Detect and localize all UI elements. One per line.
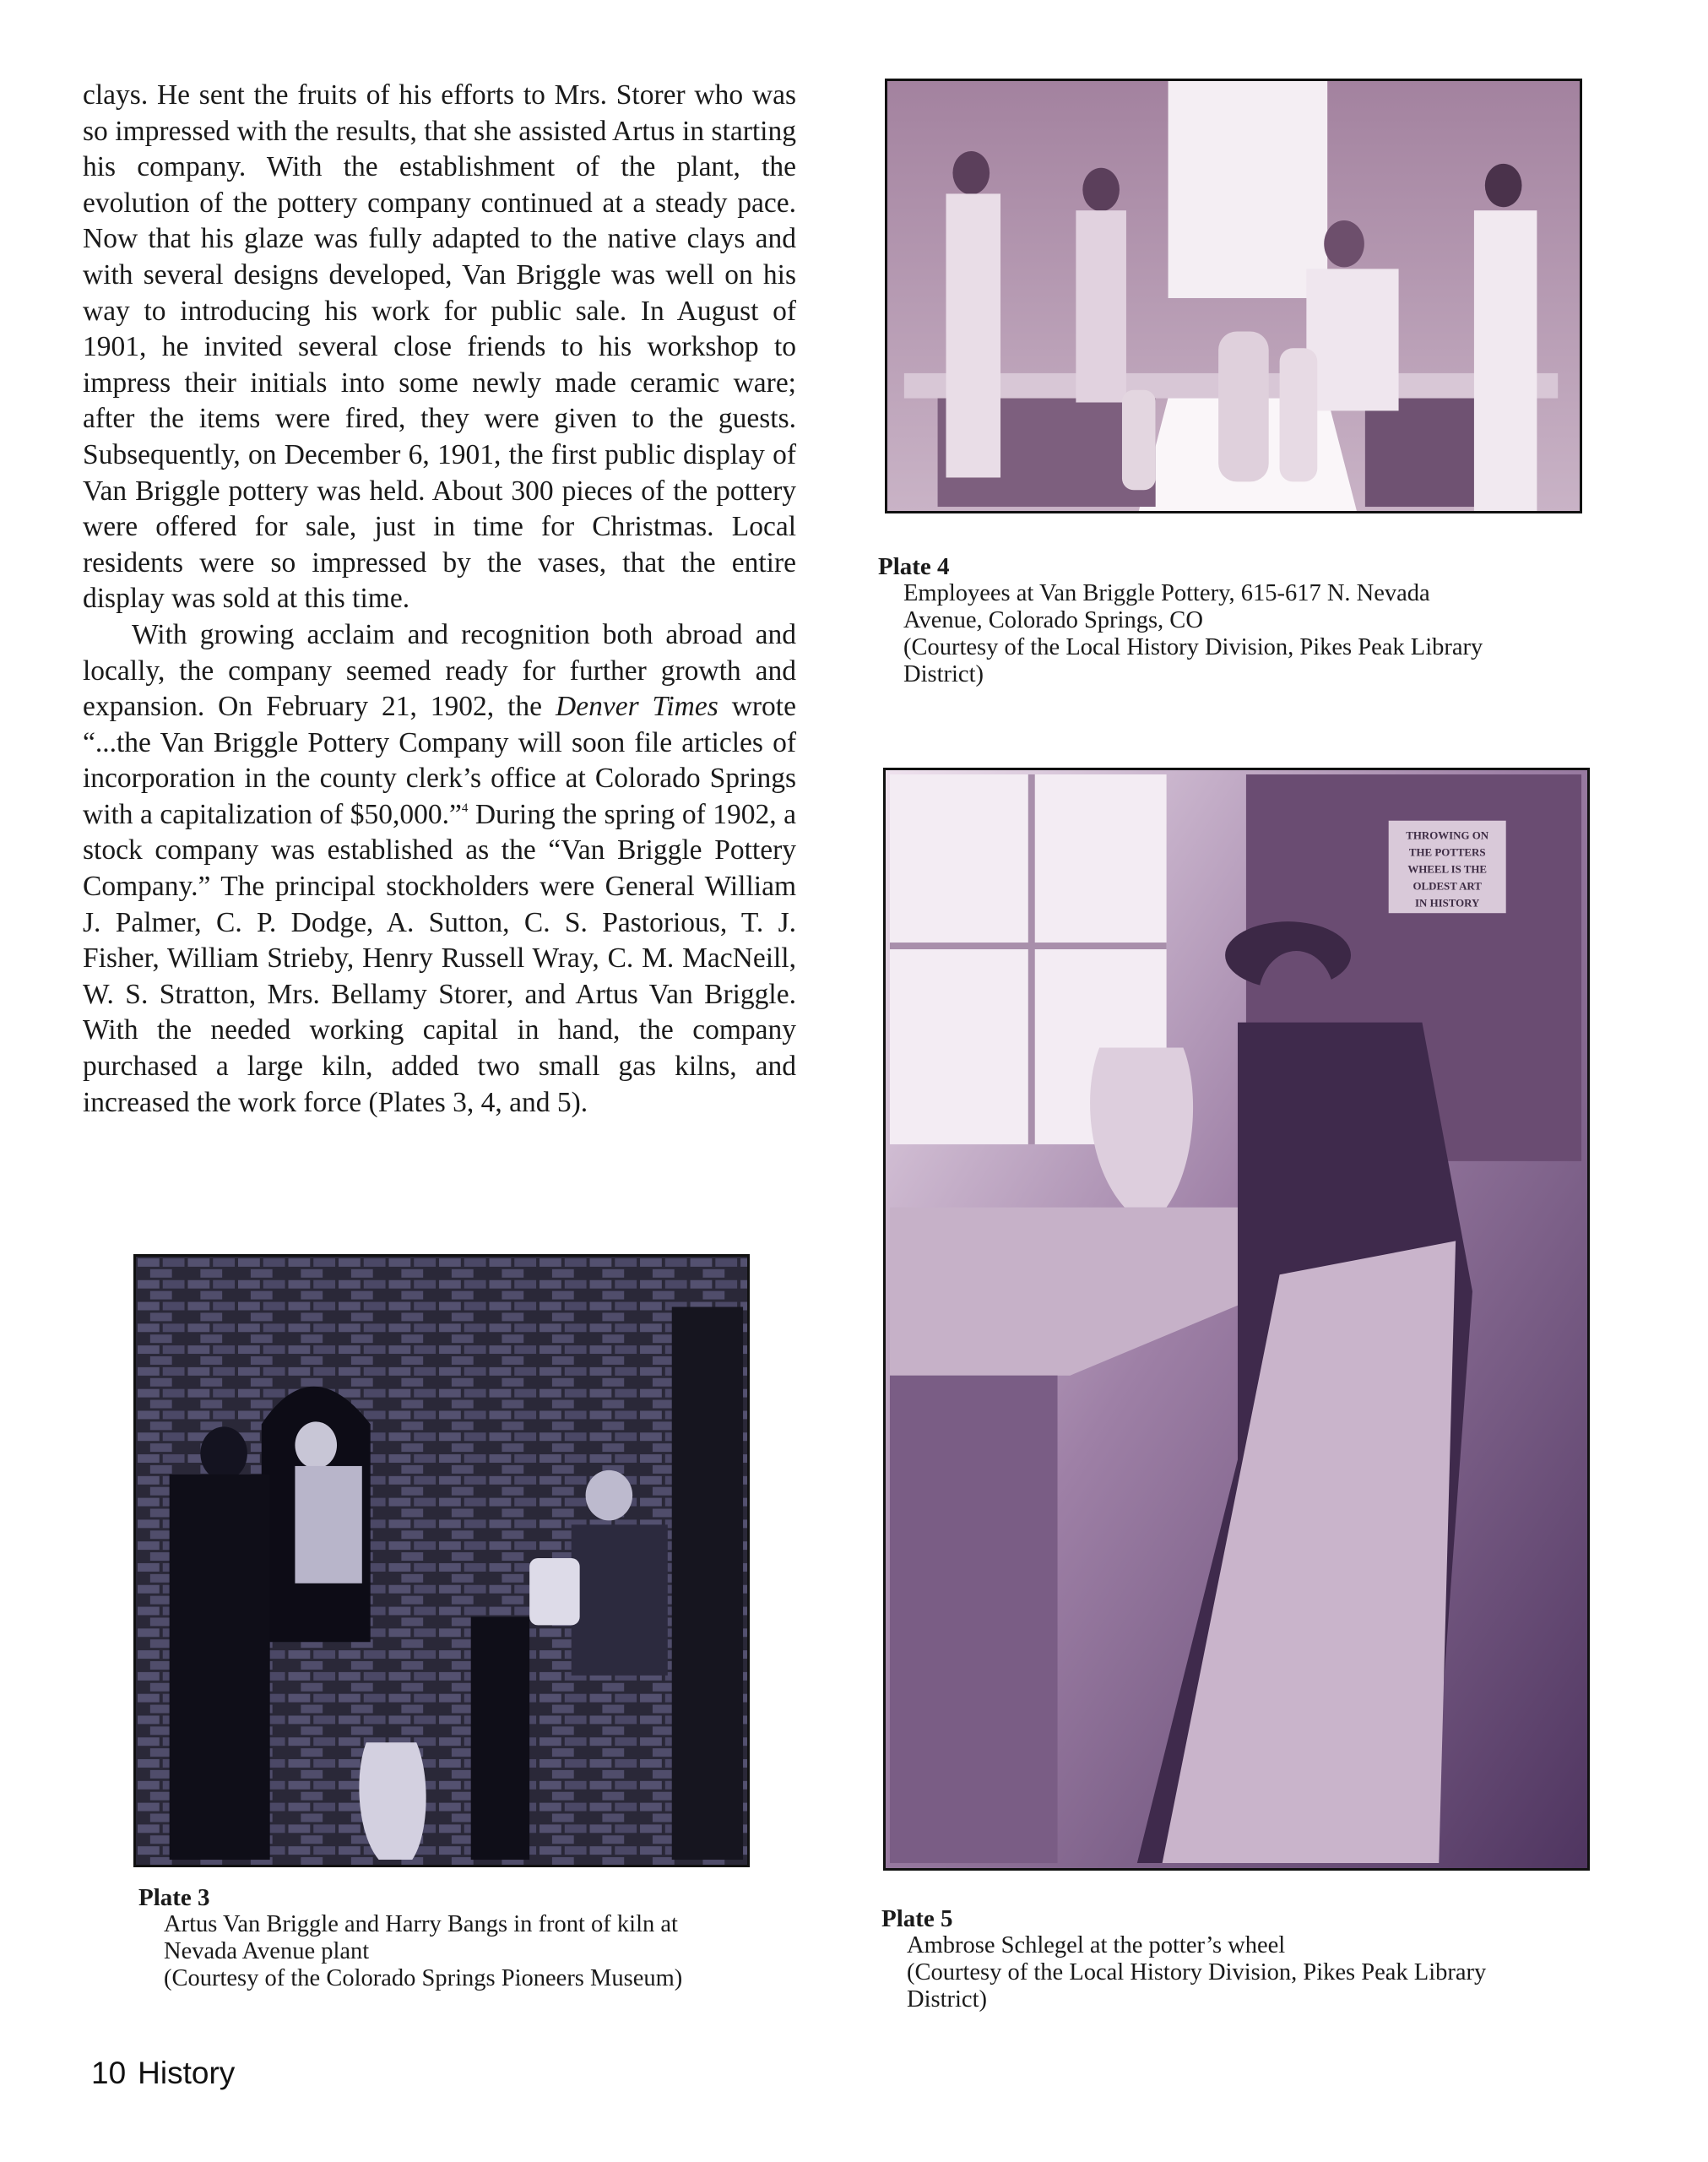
plate-3-caption-line: Artus Van Briggle and Harry Bangs in front of kiln at (164, 1911, 678, 1937)
plate-4-caption-line: Employees at Van Briggle Pottery, 615-617 N. Nevada (903, 580, 1430, 606)
page-number: 10 (91, 2056, 127, 2090)
plate-3-photo (133, 1254, 750, 1867)
plate-3-caption-line: (Courtesy of the Colorado Springs Pioneers Museum) (164, 1965, 683, 1991)
paragraph-2-text-a: With growing acclaim and recognition both abroad and locally, the company seemed ready for further growth and expansion. On February 21, 1902, the (83, 618, 796, 723)
body-text-column (83, 78, 796, 1121)
page-footer (91, 2056, 235, 2091)
plate-3-image (136, 1257, 747, 1865)
plate-4-image (887, 81, 1580, 511)
plate-5-photo (883, 768, 1590, 1871)
plate-3-label: Plate 3 (138, 1884, 210, 1911)
publication-title: Denver Times (556, 691, 718, 723)
plate-4-caption (878, 553, 1621, 688)
plate-4-caption-line: District) (903, 661, 984, 687)
sign-line: THE POTTERS (1408, 845, 1486, 859)
plate-5-caption-line: Ambrose Schlegel at the potter’s wheel (907, 1932, 1286, 1958)
footnote-marker: 4 (461, 801, 469, 815)
plate-4-caption-line: Avenue, Colorado Springs, CO (903, 607, 1203, 633)
section-name: History (138, 2056, 236, 2090)
paragraph-1: clays. He sent the fruits of his efforts to Mrs. Storer who was so impressed with the results, that she assisted Artus in starting his company. With the establishment of the plant, the evolution of the pottery company continued at a steady pace. Now that his glaze was fully adapted to the native clays and with several designs developed, Van Briggle was well on his way to introducing his work for public sale. In August of 1901, he invited several close friends to his workshop to impress their initials into some newly made ceramic ware; after the items were fired, they were given to the guests. Subsequently, on December 6, 1901, the first public display of Van Briggle pottery was held. About 300 pieces of the pottery were offered for sale, just in time for Christmas. Local residents were so impressed by the vases, that the entire display was sold at this time. (83, 79, 796, 615)
plate-4-caption-line: (Courtesy of the Local History Division, Pikes Peak Library (903, 634, 1483, 660)
paragraph-2-text-c: During the spring of 1902, a stock company was established as the “Van Briggle Pottery Company.” The principal stockholders were General William J. Palmer, C. P. Dodge, A. Sutton, C. S. Pastorious, T. J. Fisher, William Strieby, Henry Russell Wray, C. M. MacNeill, W. S. Stratton, Mrs. Bellamy Storer, and Artus Van Briggle. With the needed working capital in hand, the company purchased a large kiln, added two small gas kilns, and increased the work force (Plates 3, 4, and 5). (83, 798, 797, 1118)
plate-4-photo (885, 79, 1582, 513)
plate-5-caption (881, 1905, 1624, 2013)
plate-5-caption-line: (Courtesy of the Local History Division, Pikes Peak Library (907, 1959, 1487, 1985)
sign-line: WHEEL IS THE (1407, 862, 1488, 876)
paragraph-2 (83, 617, 796, 1121)
sign-line: THROWING ON (1406, 828, 1489, 842)
paragraph-2-text-b: wrote “...the Van Briggle Pottery Company will soon file articles of incorporation in the county clerk’s office at Colorado Springs with a capitalization of $50,000.” (83, 691, 796, 830)
plate-5-caption-line: District) (907, 1986, 987, 2013)
plate-3-caption (138, 1884, 814, 1992)
sign-line: OLDEST ART (1412, 879, 1482, 893)
plate-3-caption-line: Nevada Avenue plant (164, 1938, 370, 1964)
plate-5-label: Plate 5 (881, 1905, 953, 1932)
sign-line: IN HISTORY (1415, 896, 1480, 910)
plate-5-image (886, 770, 1587, 1868)
plate-4-label: Plate 4 (878, 553, 950, 580)
